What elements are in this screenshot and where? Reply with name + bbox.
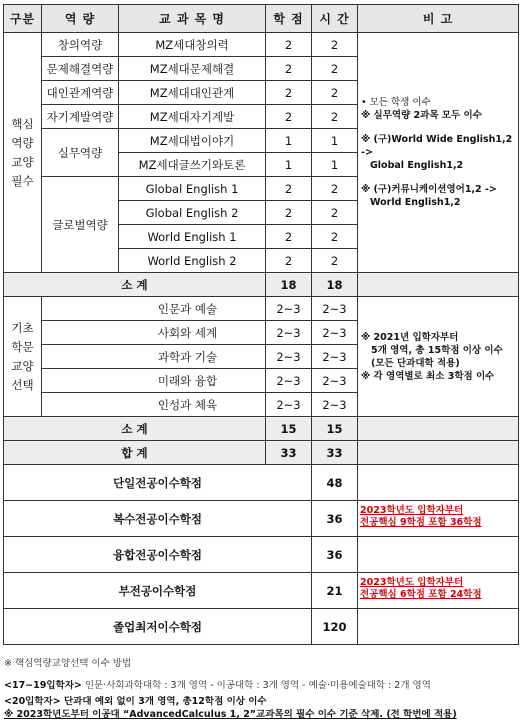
total-credit: 33 <box>266 441 312 465</box>
credit-cell: 2~3 <box>266 393 312 417</box>
basic-remarks <box>358 297 519 417</box>
header-course: 교 과 목 명 <box>119 5 266 33</box>
hours-cell: 2~3 <box>312 393 358 417</box>
credit-cell: 2~3 <box>266 345 312 369</box>
footer-note-2: <17~19입학자> 인문·사회과학대학 : 3개 영역 - 이공대학 : 3개 영역 - 예술·미용예술대학 : 2개 영역 <box>4 680 431 691</box>
major-note-line: 2023학년도 입학자부터 <box>360 505 464 516</box>
major-label: 부전공이수학점 <box>4 573 312 609</box>
major-credit: 120 <box>312 609 358 645</box>
credit-cell: 2~3 <box>266 321 312 345</box>
credit-cell: 2 <box>266 201 312 225</box>
header-hours: 시 간 <box>312 5 358 33</box>
subtotal-hours: 18 <box>312 273 358 297</box>
credit-cell: 2~3 <box>266 297 312 321</box>
hours-cell: 2 <box>312 105 358 129</box>
hours-cell: 2 <box>312 225 358 249</box>
core-note-1: • 모든 학생 이수 <box>361 97 431 108</box>
core-note-6: World English1,2 <box>370 197 461 208</box>
competency-cell: 창의역량 <box>42 33 119 57</box>
major-note <box>358 609 519 645</box>
major-row <box>4 465 519 501</box>
credit-cell: 2 <box>266 249 312 273</box>
competency-cell: 실무역량 <box>42 129 119 177</box>
hours-cell: 2~3 <box>312 369 358 393</box>
core-note-2: ※ 실무역량 2과목 모두 이수 <box>361 110 482 121</box>
major-note <box>358 465 519 501</box>
major-credit: 48 <box>312 465 358 501</box>
competency-cell: 글로벌역량 <box>42 177 119 273</box>
major-row <box>4 501 519 537</box>
basic-division-label: 기초학문교양선택 <box>4 297 42 417</box>
credit-cell: 2 <box>266 81 312 105</box>
core-division-label: 핵심역량교양필수 <box>4 33 42 273</box>
course-cell: MZ세대문제해결 <box>119 57 266 81</box>
core-note-5: ※ (구)커뮤니케이션영어1,2 -> <box>361 184 497 195</box>
hours-cell: 2~3 <box>312 297 358 321</box>
major-note-line: 2023학년도 입학자부터 <box>360 577 464 588</box>
course-cell: Global English 2 <box>119 201 266 225</box>
major-credit: 21 <box>312 573 358 609</box>
core-subtotal-row <box>4 273 519 297</box>
major-note <box>358 501 519 537</box>
major-note-line: 전공핵심 6학점 포함 24학점 <box>360 589 482 600</box>
core-note-3: ※ (구)World Wide English1,2 -> <box>361 134 513 158</box>
subtotal-remarks <box>358 417 519 441</box>
table-header-row <box>4 5 519 33</box>
credit-cell: 2 <box>266 33 312 57</box>
hours-cell: 1 <box>312 129 358 153</box>
competency-cell: 대인관계역량 <box>42 81 119 105</box>
course-cell: MZ세대창의력 <box>119 33 266 57</box>
course-cell: MZ세대법이야기 <box>119 129 266 153</box>
table-row <box>4 297 519 321</box>
subtotal-label: 소 계 <box>4 417 266 441</box>
header-division: 구분 <box>4 5 42 33</box>
credit-cell: 2 <box>266 225 312 249</box>
footer-note-4: ※ 2023학년도부터 이공대 “AdvancedCalculus 1, 2”교과목의 필수 이수 기준 삭제. (전 학번에 적용) <box>4 709 457 720</box>
hours-cell: 2 <box>312 81 358 105</box>
subtotal-hours: 15 <box>312 417 358 441</box>
subtotal-credit: 15 <box>266 417 312 441</box>
course-cell: World English 2 <box>119 249 266 273</box>
total-row <box>4 441 519 465</box>
hours-cell: 2 <box>312 33 358 57</box>
hours-cell: 1 <box>312 153 358 177</box>
hours-cell: 2 <box>312 201 358 225</box>
hours-cell: 2~3 <box>312 321 358 345</box>
major-label: 단일전공이수학점 <box>4 465 312 501</box>
major-row <box>4 573 519 609</box>
credit-cell: 2 <box>266 105 312 129</box>
basic-note-4: ※ 각 영역별로 최소 3학점 이수 <box>361 370 495 382</box>
credit-cell: 2 <box>266 57 312 81</box>
core-remarks <box>358 33 519 273</box>
course-cell: Global English 1 <box>119 177 266 201</box>
course-cell: 인문과 예술 <box>42 297 266 321</box>
course-cell: MZ세대대인관계 <box>119 81 266 105</box>
total-label: 합 계 <box>4 441 266 465</box>
subtotal-credit: 18 <box>266 273 312 297</box>
course-cell: MZ세대글쓰기와토론 <box>119 153 266 177</box>
header-remarks: 비 고 <box>358 5 519 33</box>
hours-cell: 2 <box>312 57 358 81</box>
major-row <box>4 537 519 573</box>
major-label: 복수전공이수학점 <box>4 501 312 537</box>
major-note <box>358 537 519 573</box>
table-row <box>4 33 519 57</box>
basic-note-1: ※ 2021년 입학자부터 <box>361 331 459 343</box>
subtotal-remarks <box>358 273 519 297</box>
header-competency: 역 량 <box>42 5 119 33</box>
competency-cell: 문제해결역량 <box>42 57 119 81</box>
hours-cell: 2 <box>312 177 358 201</box>
footer-note-3: <20입학자> 단과대 예외 없이 3개 영역, 총12학점 이상 이수 <box>4 696 267 707</box>
basic-note-3: (모든 단과대학 적용) <box>371 357 460 369</box>
major-credit: 36 <box>312 501 358 537</box>
subtotal-label: 소 계 <box>4 273 266 297</box>
course-cell: World English 1 <box>119 225 266 249</box>
basic-subtotal-row <box>4 417 519 441</box>
footer-note-1: ※ 핵심역량교양선택 이수 방법 <box>4 658 132 669</box>
header-credit: 학 점 <box>266 5 312 33</box>
hours-cell: 2 <box>312 249 358 273</box>
total-remarks <box>358 441 519 465</box>
credit-cell: 2~3 <box>266 369 312 393</box>
major-note <box>358 573 519 609</box>
credit-cell: 1 <box>266 129 312 153</box>
course-cell: 인성과 체육 <box>42 393 266 417</box>
course-cell: 미래와 융합 <box>42 369 266 393</box>
hours-cell: 2~3 <box>312 345 358 369</box>
competency-cell: 자기계발역량 <box>42 105 119 129</box>
basic-note-2: 5개 영역, 총 15학점 이상 이수 <box>371 344 503 356</box>
major-note-line: 전공핵심 9학점 포함 36학점 <box>360 517 482 528</box>
major-label: 졸업최저이수학점 <box>4 609 312 645</box>
major-credit: 36 <box>312 537 358 573</box>
course-cell: 과학과 기술 <box>42 345 266 369</box>
core-note-4: Global English1,2 <box>370 160 464 171</box>
credit-cell: 1 <box>266 153 312 177</box>
curriculum-table <box>3 4 519 645</box>
course-cell: MZ세대자기계발 <box>119 105 266 129</box>
credit-cell: 2 <box>266 177 312 201</box>
major-row <box>4 609 519 645</box>
major-label: 융합전공이수학점 <box>4 537 312 573</box>
total-hours: 33 <box>312 441 358 465</box>
course-cell: 사회와 세계 <box>42 321 266 345</box>
